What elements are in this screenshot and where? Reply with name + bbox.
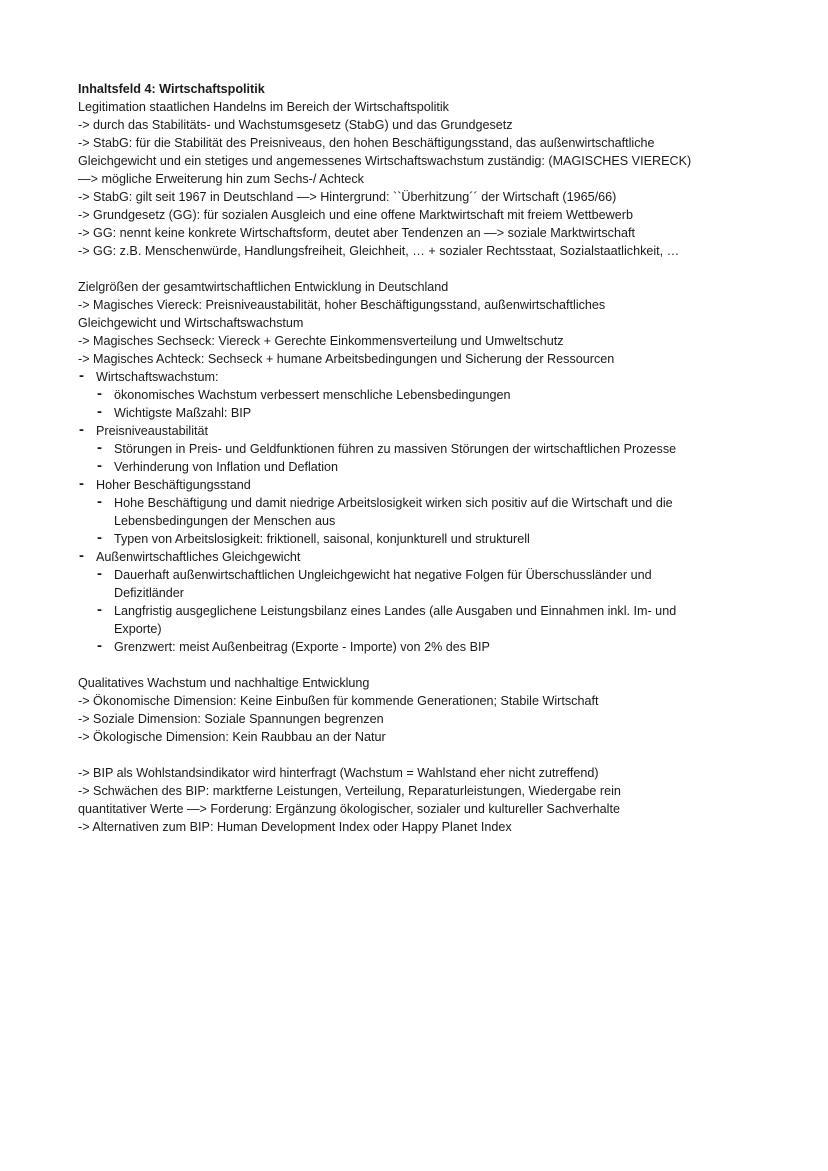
text-line: -> Magisches Achteck: Sechseck + humane Arbeitsbedingungen und Sicherung der Ressourcen: [78, 352, 615, 366]
text-line: -> StabG: gilt seit 1967 in Deutschland —> Hintergrund: ``Überhitzung´´ der Wirtschaft (1965/66): [78, 190, 617, 204]
section-heading: Zielgrößen der gesamtwirtschaftlichen Entwicklung in Deutschland: [78, 280, 449, 294]
document-page: [78, 80, 758, 836]
sub-bullet-item: - Störungen in Preis- und Geldfunktionen führen zu massiven Störungen der wirtschaftlichen Prozesse: [78, 440, 758, 458]
text-line: Legitimation staatlichen Handelns im Bereich der Wirtschaftspolitik: [78, 100, 449, 114]
text-line: -> Grundgesetz (GG): für sozialen Ausgleich und eine offene Marktwirtschaft mit freiem Wettbewerb: [78, 208, 633, 222]
sub-bullet-item: - Langfristig ausgeglichene Leistungsbilanz eines Landes (alle Ausgaben und Einnahmen inkl. Im- und: [78, 602, 758, 620]
paragraph-gap: [78, 746, 758, 764]
sub-bullet-continuation: Defizitländer: [114, 586, 184, 600]
text-line: -> Ökonomische Dimension: Keine Einbußen für kommende Generationen; Stabile Wirtschaft: [78, 694, 599, 708]
sub-bullet-item: - Dauerhaft außenwirtschaftlichen Ungleichgewicht hat negative Folgen für Überschussländer und: [78, 566, 758, 584]
text-line: -> Schwächen des BIP: marktferne Leistungen, Verteilung, Reparaturleistungen, Wiedergabe rein: [78, 784, 621, 798]
text-line: —> mögliche Erweiterung hin zum Sechs-/ Achteck: [78, 172, 364, 186]
sub-bullet-continuation: Lebensbedingungen der Menschen aus: [114, 514, 336, 528]
sub-bullet-item: - ökonomisches Wachstum verbessert menschliche Lebensbedingungen: [78, 386, 758, 404]
document-title: Inhaltsfeld 4: Wirtschaftspolitik: [78, 82, 265, 96]
sub-bullet-item: - Hohe Beschäftigung und damit niedrige Arbeitslosigkeit wirken sich positiv auf die Wirtschaft und die: [78, 494, 758, 512]
text-line: -> GG: nennt keine konkrete Wirtschaftsform, deutet aber Tendenzen an —> soziale Marktwirtschaft: [78, 226, 635, 240]
text-line: -> Ökologische Dimension: Kein Raubbau an der Natur: [78, 730, 386, 744]
text-line: quantitativer Werte —> Forderung: Ergänzung ökologischer, sozialer und kultureller Sachverhalte: [78, 802, 620, 816]
sub-bullet-item: - Typen von Arbeitslosigkeit: friktionell, saisonal, konjunkturell und strukturell: [78, 530, 758, 548]
text-line: -> StabG: für die Stabilität des Preisniveaus, den hohen Beschäftigungsstand, das außenwirtschaftliche: [78, 136, 655, 150]
section-heading: Qualitatives Wachstum und nachhaltige Entwicklung: [78, 676, 370, 690]
text-line: -> Alternativen zum BIP: Human Development Index oder Happy Planet Index: [78, 820, 512, 834]
bullet-item: - Preisniveaustabilität: [78, 422, 758, 440]
text-line: Gleichgewicht und ein stetiges und angemessenes Wirtschaftswachstum zuständig: (MAGISCHES VIERECK): [78, 154, 692, 168]
text-line: -> durch das Stabilitäts- und Wachstumsgesetz (StabG) und das Grundgesetz: [78, 118, 513, 132]
paragraph-gap: [78, 260, 758, 278]
sub-bullet-continuation: Exporte): [114, 622, 162, 636]
sub-bullet-item: - Wichtigste Maßzahl: BIP: [78, 404, 758, 422]
bullet-item: - Wirtschaftswachstum:: [78, 368, 758, 386]
bullet-item: - Außenwirtschaftliches Gleichgewicht: [78, 548, 758, 566]
text-line: -> GG: z.B. Menschenwürde, Handlungsfreiheit, Gleichheit, … + sozialer Rechtsstaat, Sozialstaatlichkeit, …: [78, 244, 680, 258]
sub-bullet-item: - Grenzwert: meist Außenbeitrag (Exporte - Importe) von 2% des BIP: [78, 638, 758, 656]
text-line: -> Magisches Sechseck: Viereck + Gerechte Einkommensverteilung und Umweltschutz: [78, 334, 564, 348]
text-line: -> Magisches Viereck: Preisniveaustabilität, hoher Beschäftigungsstand, außenwirtschaftliches: [78, 298, 606, 312]
paragraph-gap: [78, 656, 758, 674]
text-line: Gleichgewicht und Wirtschaftswachstum: [78, 316, 304, 330]
text-line: -> Soziale Dimension: Soziale Spannungen begrenzen: [78, 712, 384, 726]
sub-bullet-item: - Verhinderung von Inflation und Deflation: [78, 458, 758, 476]
bullet-item: - Hoher Beschäftigungsstand: [78, 476, 758, 494]
text-line: -> BIP als Wohlstandsindikator wird hinterfragt (Wachstum = Wahlstand eher nicht zutreffend): [78, 766, 599, 780]
